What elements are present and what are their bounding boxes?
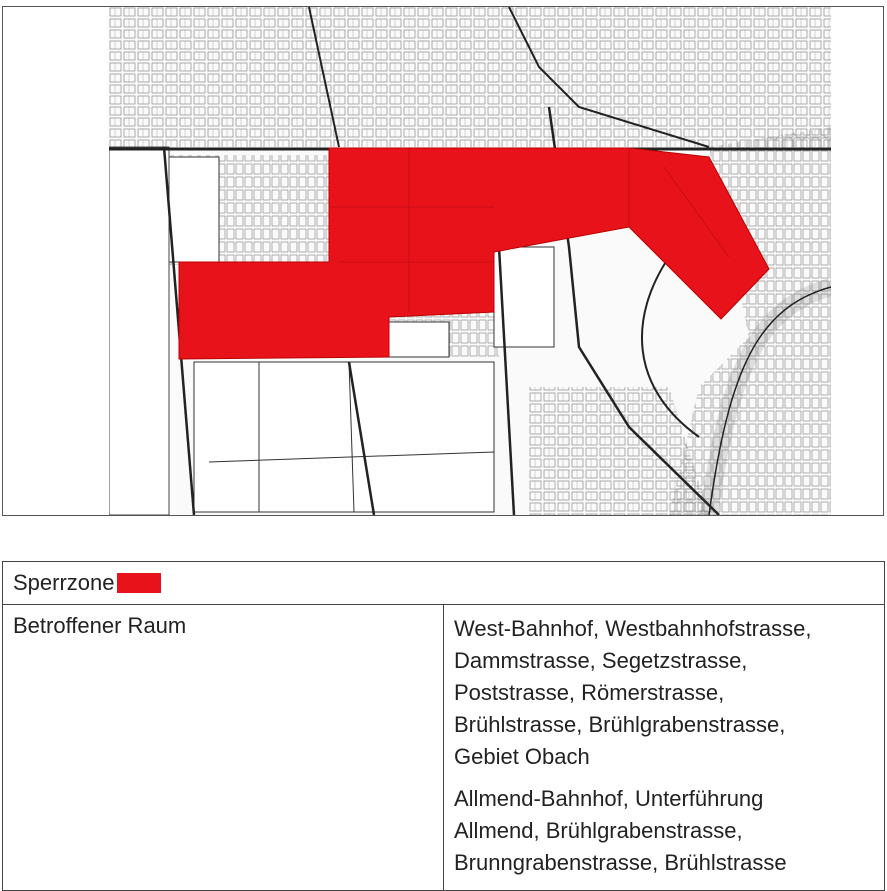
map-svg — [109, 7, 831, 515]
urban-north — [109, 7, 831, 147]
area-line: Allmend-Bahnhof, Unterführung — [454, 786, 764, 811]
city-map — [109, 7, 831, 515]
area-line: Gebiet Obach — [454, 744, 590, 769]
area-values-cell — [444, 605, 885, 891]
area-label: Betroffener Raum — [13, 613, 187, 638]
area-line: Brühlstrasse, Brühlgrabenstrasse, — [454, 712, 786, 737]
urban-southeast — [529, 387, 709, 515]
field-west — [109, 147, 169, 515]
area-line: West-Bahnhof, Westbahnhofstrasse, — [454, 616, 812, 641]
table-header-row — [3, 562, 885, 605]
area-label-cell — [3, 605, 444, 891]
zone-color-swatch — [117, 573, 161, 593]
area-line: Brunngrabenstrasse, Brühlstrasse — [454, 850, 787, 875]
map-frame — [2, 6, 884, 516]
area-line: Dammstrasse, Segetzstrasse, — [454, 648, 748, 673]
area-paragraph-1 — [454, 613, 874, 773]
table-row — [3, 605, 885, 891]
area-paragraph-2 — [454, 783, 874, 879]
area-line: Poststrasse, Römerstrasse, — [454, 680, 725, 705]
zone-header-cell — [3, 562, 885, 605]
fields-south — [194, 362, 494, 512]
area-line: Allmend, Brühlgrabenstrasse, — [454, 818, 743, 843]
field — [169, 157, 219, 262]
field — [389, 322, 449, 357]
zone-info-table — [2, 561, 885, 891]
zone-label: Sperrzone — [13, 570, 115, 595]
